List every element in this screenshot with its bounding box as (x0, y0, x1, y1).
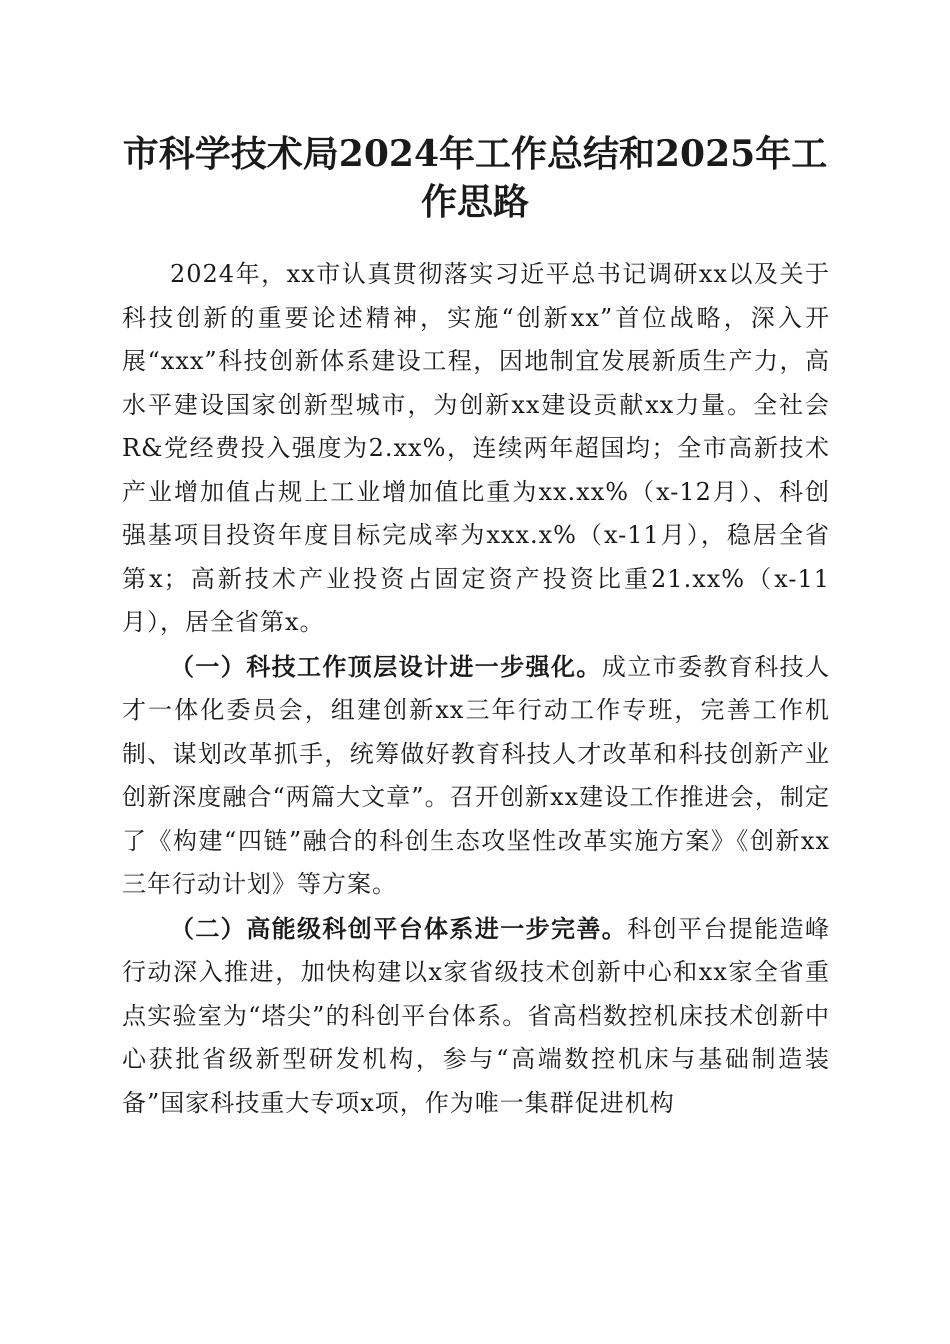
document-body (122, 252, 830, 1125)
paragraph-intro (122, 252, 830, 645)
paragraph-lead: （二）高能级科创平台体系进一步完善。 (170, 913, 628, 943)
paragraph-lead: （一）科技工作顶层设计进一步强化。 (170, 651, 602, 681)
paragraph-section-2 (122, 907, 830, 1126)
paragraph-text: 成立市委教育科技人才一体化委员会，组建创新xx三年行动工作专班，完善工作机制、谋划改革抓手，统筹做好教育科技人才改革和科技创新产业创新深度融合“两篇大文章”。召开创新xx建设工作推进会，制定了《构建“四链”融合的科创生态攻坚性改革实施方案》《创新xx三年行动计划》等方案。 (122, 652, 831, 898)
paragraph-section-1 (122, 645, 830, 907)
paragraph-text: 科创平台提能造峰行动深入推进，加快构建以x家省级技术创新中心和xx家全省重点实验室为“塔尖”的科创平台体系。省高档数控机床技术创新中心获批省级新型研发机构，参与“高端数控机床与基础制造装备”国家科技重大专项x项，作为唯一集群促进机构 (122, 914, 831, 1117)
paragraph-text: 2024年，xx市认真贯彻落实习近平总书记调研xx以及关于科技创新的重要论述精神，实施“创新xx”首位战略，深入开展“xxx”科技创新体系建设工程，因地制宜发展新质生产力，高水平建设国家创新型城市，为创新xx建设贡献xx力量。全社会R&党经费投入强度为2.xx%，连续两年超国均；全市高新技术产业增加值占规上工业增加值比重为xx.xx%（x-12月）、科创强基项目投资年度目标完成率为xxx.x%（x-11月），稳居全省第x；高新技术产业投资占固定资产投资比重21.xx%（x-11月），居全省第x。 (122, 260, 830, 636)
document-title: 市科学技术局2024年工作总结和2025年工作思路 (122, 133, 828, 223)
